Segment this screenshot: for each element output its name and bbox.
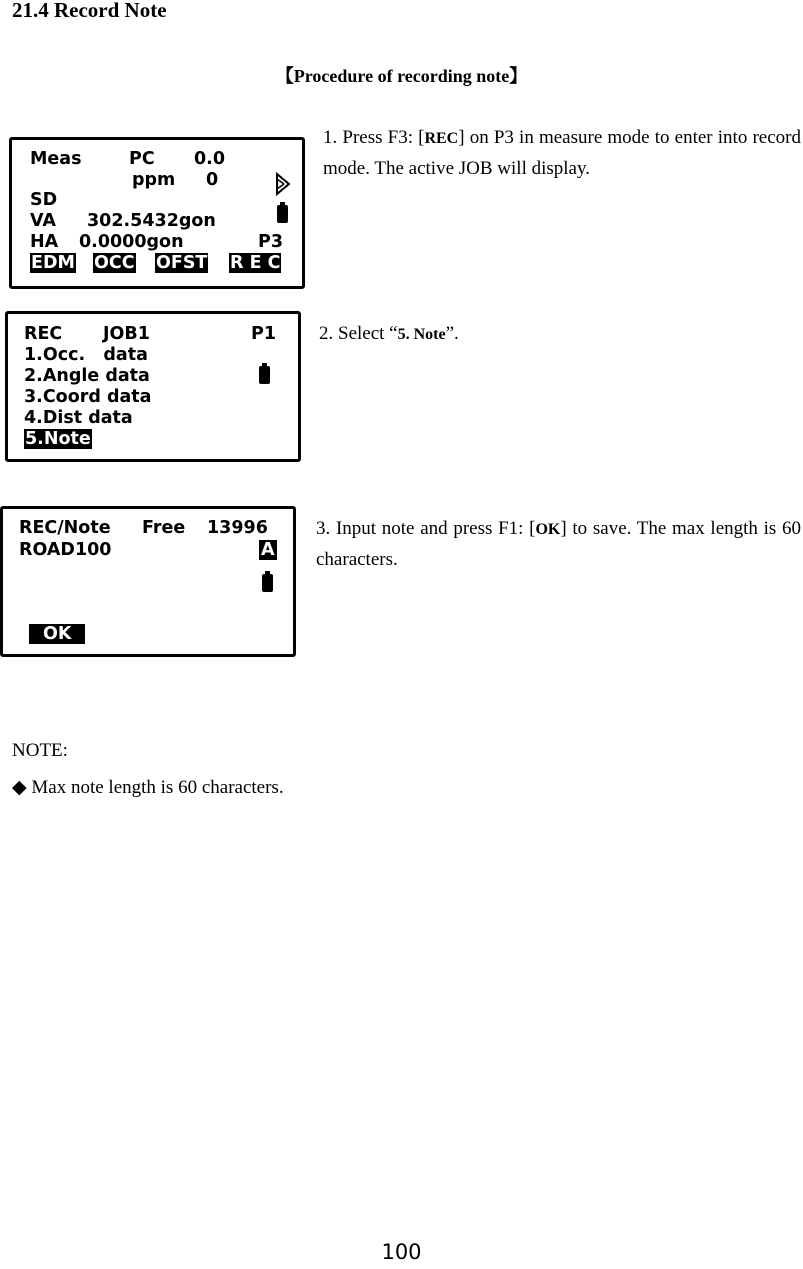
menu-item-occ-data[interactable]: 1.Occ. data bbox=[24, 345, 148, 365]
menu-item-angle-data[interactable]: 2.Angle data bbox=[24, 366, 150, 386]
softkey-occ[interactable]: OCC bbox=[94, 253, 135, 273]
softkey-ok[interactable]: OK bbox=[29, 624, 85, 644]
note-label: NOTE: bbox=[12, 740, 68, 761]
menu-item-dist-data[interactable]: 4.Dist data bbox=[24, 408, 133, 428]
step-1-text: 1. Press F3: [REC] on P3 in measure mode to enter into record mode. The active JOB will display. bbox=[323, 127, 801, 179]
note-menu-label: 5. Note bbox=[397, 326, 446, 343]
screen1-ha-value: 0.0000gon bbox=[79, 232, 184, 252]
battery-icon bbox=[262, 574, 273, 592]
procedure-title: 【Procedure of recording note】 bbox=[275, 66, 528, 86]
screen3-free-count: 13996 bbox=[207, 518, 268, 538]
screen1-pc-label: PC bbox=[129, 149, 155, 169]
rec-key-label: REC bbox=[424, 130, 459, 147]
page-number: 100 bbox=[381, 1240, 422, 1264]
step-2-text: 2. Select “5. Note”. bbox=[319, 323, 459, 344]
measure-screen bbox=[9, 137, 305, 289]
note-input-screen bbox=[0, 506, 296, 657]
step-3-text: 3. Input note and press F1: [OK] to save. The max length is 60 characters. bbox=[316, 518, 801, 570]
section-title: 21.4 Record Note bbox=[12, 0, 167, 22]
screen1-page-indicator: P3 bbox=[258, 232, 284, 252]
menu-item-note[interactable]: 5.Note bbox=[25, 429, 91, 449]
screen1-va-value: 302.5432gon bbox=[87, 211, 216, 231]
screen3-title: REC/Note bbox=[19, 518, 111, 538]
screen1-pc-value: 0.0 bbox=[194, 149, 226, 169]
screen2-page-indicator: P1 bbox=[251, 324, 277, 344]
screen2-job-name: JOB1 bbox=[103, 324, 150, 344]
note-input-field[interactable]: ROAD100 bbox=[19, 540, 112, 560]
softkey-ofst[interactable]: OFST bbox=[156, 253, 208, 273]
battery-icon bbox=[259, 366, 270, 384]
screen1-ppm-value: 0 bbox=[206, 170, 219, 190]
screen1-ha-label: HA bbox=[30, 232, 59, 252]
prism-icon bbox=[273, 172, 293, 196]
screen1-sd-label: SD bbox=[30, 190, 58, 210]
screen1-mode-label: Meas bbox=[30, 149, 82, 169]
menu-item-coord-data[interactable]: 3.Coord data bbox=[24, 387, 152, 407]
record-menu-screen bbox=[5, 311, 301, 462]
softkey-edm[interactable]: EDM bbox=[31, 253, 75, 273]
screen2-mode-label: REC bbox=[24, 324, 63, 344]
battery-icon bbox=[277, 205, 288, 223]
screen3-free-label: Free bbox=[142, 518, 186, 538]
note-item bbox=[12, 776, 284, 799]
screen1-va-label: VA bbox=[30, 211, 56, 231]
diamond-bullet-icon: ◆ bbox=[12, 777, 27, 798]
softkey-rec[interactable]: R E C bbox=[230, 253, 281, 273]
ok-key-label: OK bbox=[535, 521, 561, 538]
note-item-text: Max note length is 60 characters. bbox=[31, 777, 284, 798]
input-mode-indicator: A bbox=[261, 540, 275, 560]
screen1-ppm-label: ppm bbox=[132, 170, 176, 190]
